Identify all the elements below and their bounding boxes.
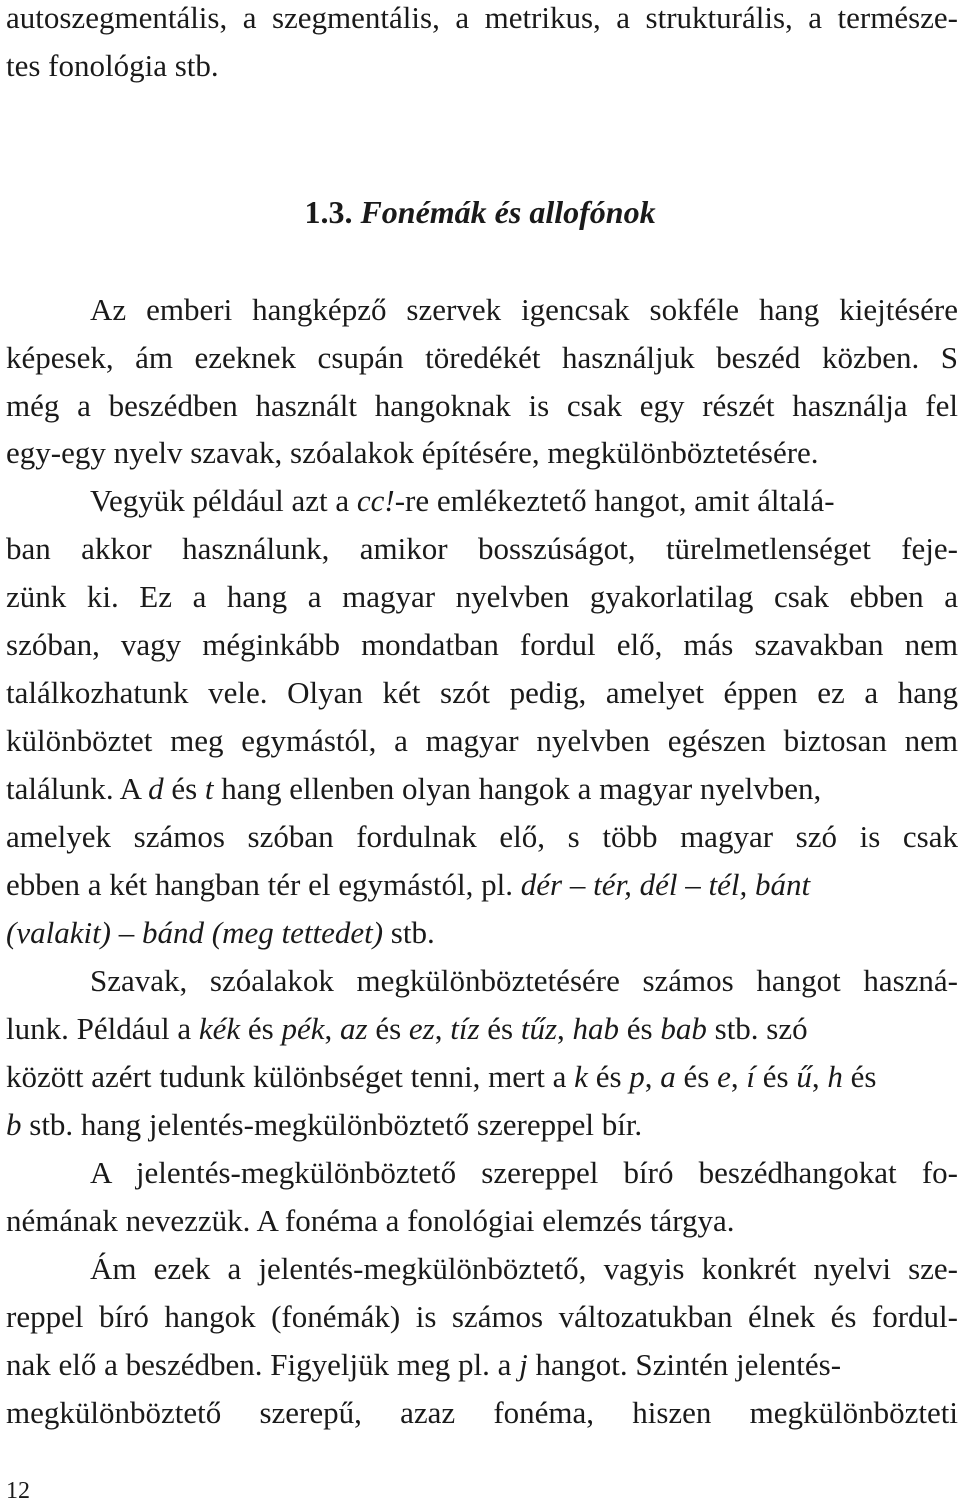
example-word: k bbox=[574, 1059, 588, 1094]
text-line: képesek, ám ezeknek csupán töredékét használjuk beszéd közben. S bbox=[6, 340, 958, 375]
text-run: és bbox=[842, 1059, 877, 1094]
text-line: némának nevezzük. A fonéma a fonológiai elemzés tárgya. bbox=[6, 1203, 735, 1238]
text-line bbox=[6, 773, 958, 804]
text-line: Ám ezek a jelentés-megkülönböztető, vagyis konkrét nyelvi sze- bbox=[90, 1251, 958, 1286]
text-line: A jelentés-megkülönböztető szereppel bíró beszédhangokat fo- bbox=[90, 1155, 958, 1190]
text-line: találkozhatunk vele. Olyan két szót pedig, amelyet éppen ez a hang bbox=[6, 675, 958, 710]
text-line: még a beszédben használt hangoknak is csak egy részét használja fel bbox=[6, 388, 958, 423]
text-run: és bbox=[479, 1011, 521, 1046]
text-run: stb. szó bbox=[706, 1011, 808, 1046]
example-word: cc! bbox=[356, 483, 395, 518]
text-run: , bbox=[324, 1011, 340, 1046]
example-word: tíz bbox=[450, 1011, 480, 1046]
text-line bbox=[6, 869, 958, 900]
text-run: , bbox=[434, 1011, 451, 1046]
example-word: bab bbox=[660, 1011, 707, 1046]
example-word: kék bbox=[198, 1011, 241, 1046]
example-word: p bbox=[629, 1059, 645, 1094]
text-run: és bbox=[619, 1011, 661, 1046]
example-word: dér – tér, dél – tél, bánt bbox=[520, 867, 811, 902]
text-run: ebben a két hangban tér el egymástól, pl. bbox=[6, 867, 521, 902]
text-line bbox=[6, 1061, 958, 1092]
text-run: hangot. Szintén jelentés- bbox=[527, 1347, 842, 1382]
text-line bbox=[6, 1109, 958, 1140]
text-run: , bbox=[557, 1011, 573, 1046]
text-run: és bbox=[675, 1059, 718, 1094]
text-run: , bbox=[730, 1059, 747, 1094]
text-run: lunk. Például a bbox=[6, 1011, 199, 1046]
text-run: nak elő a beszédben. Figyeljük meg pl. a bbox=[6, 1347, 520, 1382]
example-word: e bbox=[717, 1059, 731, 1094]
text-line: ban akkor használunk, amikor bosszúságot, türelmetlenséget feje- bbox=[6, 531, 958, 566]
text-line: szóban, vagy méginkább mondatban fordul elő, más szavakban nem bbox=[6, 627, 958, 662]
section-title: Fonémák és allofónok bbox=[360, 194, 656, 230]
text-run: -re emlékeztető hangot, amit általá- bbox=[394, 483, 835, 518]
text-line: egy-egy nyelv szavak, szóalakok építésére, megkülönböztetésére. bbox=[6, 435, 819, 470]
text-run: , bbox=[644, 1059, 661, 1094]
text-line: reppel bíró hangok (fonémák) is számos változatukban élnek és fordul- bbox=[6, 1299, 958, 1334]
text-line bbox=[6, 1349, 958, 1380]
text-run: Vegyük például azt a bbox=[90, 483, 357, 518]
text-run: között azért tudunk különbséget tenni, mert a bbox=[6, 1059, 575, 1094]
text-run: és bbox=[754, 1059, 797, 1094]
text-line bbox=[6, 917, 958, 948]
section-heading bbox=[0, 194, 960, 231]
text-run: és bbox=[587, 1059, 630, 1094]
example-word: t bbox=[204, 771, 214, 806]
example-word: az bbox=[340, 1011, 368, 1046]
example-word: tűz bbox=[520, 1011, 558, 1046]
example-word: d bbox=[148, 771, 164, 806]
example-word: í bbox=[746, 1059, 755, 1094]
text-line: tes fonológia stb. bbox=[6, 48, 219, 83]
text-line bbox=[6, 1013, 958, 1044]
text-run: , bbox=[811, 1059, 828, 1094]
text-line: autoszegmentális, a szegmentális, a metrikus, a strukturális, a természe- bbox=[6, 0, 958, 35]
example-word: h bbox=[827, 1059, 843, 1094]
example-word: hab bbox=[572, 1011, 620, 1046]
text-line: megkülönböztető szerepű, azaz fonéma, hiszen megkülönbözteti bbox=[6, 1395, 958, 1430]
example-word: j bbox=[519, 1347, 528, 1382]
text-run: és bbox=[240, 1011, 282, 1046]
example-word: ű bbox=[796, 1059, 812, 1094]
text-run: hang ellenben olyan hangok a magyar nyelvben, bbox=[213, 771, 822, 806]
text-run: találunk. A bbox=[6, 771, 149, 806]
example-word: pék bbox=[281, 1011, 325, 1046]
text-line: amelyek számos szóban fordulnak elő, s több magyar szó is csak bbox=[6, 819, 958, 854]
text-line: Az emberi hangképző szervek igencsak sokféle hang kiejtésére bbox=[90, 292, 958, 327]
text-line bbox=[90, 485, 958, 516]
example-word: a bbox=[660, 1059, 676, 1094]
text-run: stb. bbox=[383, 915, 435, 950]
example-word: ez bbox=[408, 1011, 435, 1046]
section-number: 1.3. bbox=[304, 194, 353, 230]
text-run: stb. hang jelentés-megkülönböztető szereppel bír. bbox=[21, 1107, 643, 1142]
example-word: (valakit) – bánd (meg tettedet) bbox=[6, 915, 384, 950]
text-run: és bbox=[367, 1011, 409, 1046]
text-line: Szavak, szóalakok megkülönböztetésére számos hangot haszná- bbox=[90, 963, 958, 998]
text-run: és bbox=[163, 771, 205, 806]
text-line: zünk ki. Ez a hang a magyar nyelvben gyakorlatilag csak ebben a bbox=[6, 579, 958, 614]
example-word: b bbox=[6, 1107, 22, 1142]
text-line: különböztet meg egymástól, a magyar nyelvben egészen biztosan nem bbox=[6, 723, 958, 758]
page-number: 12 bbox=[6, 1478, 30, 1504]
